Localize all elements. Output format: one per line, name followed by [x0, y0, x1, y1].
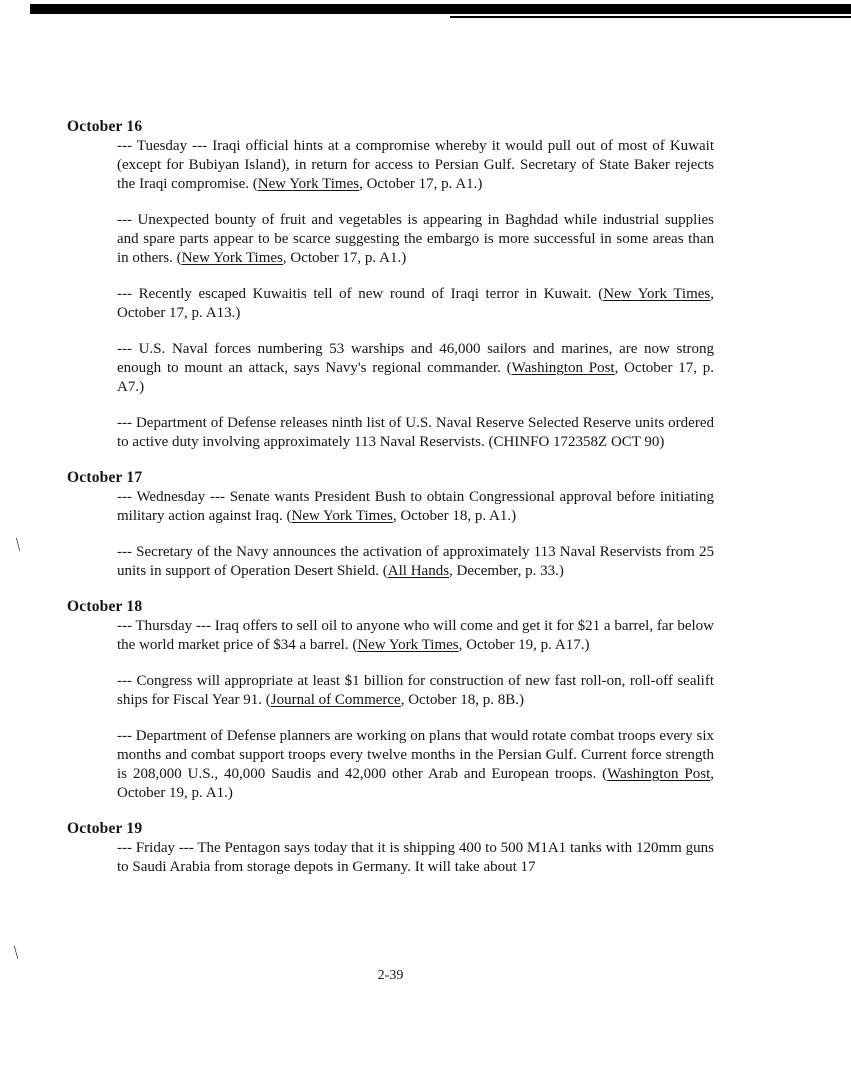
source-citation: New York Times [603, 286, 711, 302]
source-citation: New York Times [357, 637, 459, 653]
source-citation: New York Times [181, 250, 283, 266]
date-heading: October 18 [67, 598, 143, 615]
entry-text: , December, p. 33.) [449, 563, 564, 579]
chronology-section [67, 598, 714, 803]
chronology-entry [117, 285, 714, 323]
source-citation: New York Times [291, 508, 393, 524]
chronology-entry [117, 543, 714, 581]
chronology-entry [117, 137, 714, 194]
date-heading: October 16 [67, 118, 143, 135]
date-heading: October 17 [67, 469, 143, 486]
entry-text: --- Tuesday --- Iraqi official hints at a compromise whereby it would pull out of most of Kuwait (except for Bubiyan Island), in return for access to Persian Gulf. Secretary of State Baker rejects the Iraqi compromise. ( [117, 138, 714, 192]
chronology-section [67, 820, 714, 877]
source-citation: All Hands [387, 563, 450, 579]
entry-text: , October 17, p. A7.) [117, 360, 715, 395]
entry-text: --- Thursday --- Iraq offers to sell oil to anyone who will come and get it for $21 a barrel, far below the world market price of $34 a barrel. ( [117, 618, 714, 653]
source-citation: Washington Post [607, 766, 711, 782]
page-number: 2-39 [377, 968, 404, 983]
chronology-entry [117, 839, 714, 877]
entry-text: , October 19, p. A1.) [117, 766, 714, 801]
chronology-entry [117, 727, 714, 803]
entry-text: , October 18, p. A1.) [392, 508, 517, 524]
chronology-entry [117, 617, 714, 655]
entry-text: --- Congress will appropriate at least $1 billion for construction of new fast roll-on, roll-off sealift ships for Fiscal Year 91. ( [117, 673, 714, 708]
entry-text: --- U.S. Naval forces numbering 53 warships and 46,000 sailors and marines, are now strong enough to mount an attack, says Navy's regional commander. ( [117, 341, 714, 376]
chronology-entry [117, 414, 714, 452]
entry-text: --- Friday --- The Pentagon says today that it is shipping 400 to 500 M1A1 tanks with 120mm guns to Saudi Arabia from storage depots in Germany. It will take about 17 [117, 840, 714, 875]
entry-text: , October 17, p. A1.) [359, 176, 483, 192]
entry-text: , October 17, p. A1.) [282, 250, 407, 266]
entry-text: --- Department of Defense planners are working on plans that would rotate combat troops every six months and combat support troops every twelve months in the Persian Gulf. Current force strength is 208,000 U.S., 40,000 Saudis and 42,000 other Arab and European troops. ( [117, 728, 714, 782]
chronology-entry [117, 488, 714, 526]
chronology-content [67, 118, 714, 894]
date-heading: October 19 [67, 820, 143, 837]
source-citation: Washington Post [511, 360, 615, 376]
top-scan-line [450, 16, 851, 18]
entry-text: --- Wednesday --- Senate wants President Bush to obtain Congressional approval before initiating military action against Iraq. ( [117, 489, 714, 524]
source-citation: New York Times [257, 176, 360, 192]
entry-text: , October 19, p. A17.) [458, 637, 590, 653]
entry-text: --- Recently escaped Kuwaitis tell of new round of Iraqi terror in Kuwait. ( [117, 286, 604, 302]
chronology-entry [117, 672, 714, 710]
top-scan-bar [30, 4, 851, 14]
chronology-section [67, 118, 714, 452]
source-citation: Journal of Commerce [270, 692, 401, 708]
entry-text: , October 18, p. 8B.) [400, 692, 525, 708]
margin-mark: \ [14, 943, 19, 965]
entry-text: --- Department of Defense releases ninth list of U.S. Naval Reserve Selected Reserve units ordered to active duty involving approximately 113 Naval Reservists. (CHINFO 172358Z OCT 90) [117, 415, 714, 450]
entry-text: --- Unexpected bounty of fruit and vegetables is appearing in Baghdad while industrial supplies and spare parts appear to be scarce suggesting the embargo is more successful in some areas than in others. ( [117, 212, 714, 266]
margin-mark: \ [16, 535, 21, 557]
entry-text: , October 17, p. A13.) [117, 286, 714, 321]
chronology-entry [117, 340, 714, 397]
chronology-section [67, 469, 714, 581]
chronology-entry [117, 211, 714, 268]
entry-text: --- Secretary of the Navy announces the activation of approximately 113 Naval Reservists from 25 units in support of Operation Desert Shield. ( [117, 544, 714, 579]
